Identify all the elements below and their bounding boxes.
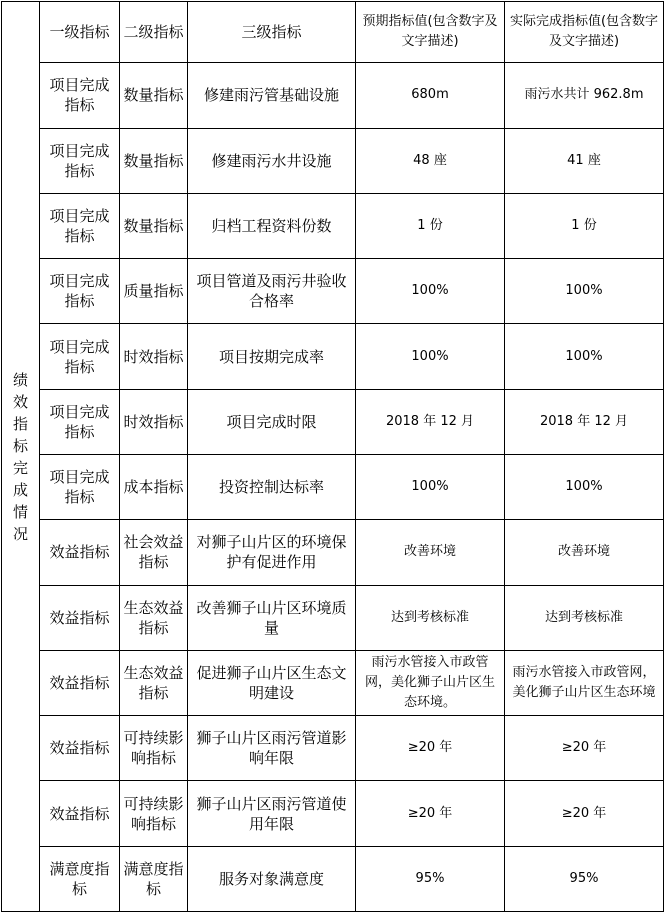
- cell-level1: 效益指标: [40, 585, 120, 650]
- cell-expected: 达到考核标准: [356, 585, 505, 650]
- cell-level2: 数量指标: [120, 128, 188, 193]
- cell-level3: 项目管道及雨污井验收合格率: [188, 259, 356, 324]
- cell-actual: 1 份: [505, 193, 664, 258]
- table-row: [2, 259, 664, 324]
- cell-expected: 雨污水管接入市政管网，美化狮子山片区生态环境。: [356, 650, 505, 715]
- cell-level1: 项目完成指标: [40, 454, 120, 519]
- table-row: [2, 193, 664, 258]
- cell-expected: ≥20 年: [356, 781, 505, 846]
- cell-level1: 项目完成指标: [40, 193, 120, 258]
- table-row: [2, 585, 664, 650]
- cell-level2: 质量指标: [120, 259, 188, 324]
- cell-level1: 满意度指标: [40, 846, 120, 911]
- table-row: [2, 650, 664, 715]
- cell-level3: 狮子山片区雨污管道影响年限: [188, 716, 356, 781]
- performance-table: [1, 1, 664, 912]
- cell-level3: 对狮子山片区的环境保护有促进作用: [188, 520, 356, 585]
- cell-expected: 680m: [356, 63, 505, 128]
- cell-level3: 修建雨污水井设施: [188, 128, 356, 193]
- cell-level1: 效益指标: [40, 716, 120, 781]
- cell-level3: 修建雨污管基础设施: [188, 63, 356, 128]
- table-row: [2, 846, 664, 911]
- cell-actual: 达到考核标准: [505, 585, 664, 650]
- cell-level3: 项目按期完成率: [188, 324, 356, 389]
- cell-actual: ≥20 年: [505, 781, 664, 846]
- cell-expected: ≥20 年: [356, 716, 505, 781]
- side-label: 绩效指标完成情况: [2, 2, 40, 912]
- cell-level3: 项目完成时限: [188, 389, 356, 454]
- cell-actual: 雨污水共计 962.8m: [505, 63, 664, 128]
- cell-level2: 满意度指标: [120, 846, 188, 911]
- cell-level2: 社会效益指标: [120, 520, 188, 585]
- cell-level1: 项目完成指标: [40, 259, 120, 324]
- cell-level3: 促进狮子山片区生态文明建设: [188, 650, 356, 715]
- header-level1: 一级指标: [40, 2, 120, 63]
- cell-expected: 100%: [356, 324, 505, 389]
- cell-level1: 效益指标: [40, 520, 120, 585]
- cell-expected: 100%: [356, 259, 505, 324]
- cell-level2: 可持续影响指标: [120, 781, 188, 846]
- cell-level1: 效益指标: [40, 781, 120, 846]
- cell-expected: 48 座: [356, 128, 505, 193]
- cell-actual: 100%: [505, 259, 664, 324]
- cell-level3: 归档工程资料份数: [188, 193, 356, 258]
- cell-actual: 100%: [505, 324, 664, 389]
- cell-level2: 时效指标: [120, 389, 188, 454]
- header-level2: 二级指标: [120, 2, 188, 63]
- cell-level2: 数量指标: [120, 63, 188, 128]
- table-row: [2, 389, 664, 454]
- header-row: [2, 2, 664, 63]
- cell-level1: 项目完成指标: [40, 63, 120, 128]
- header-actual: 实际完成指标值(包含数字及文字描述): [505, 2, 664, 63]
- header-level3: 三级指标: [188, 2, 356, 63]
- cell-expected: 2018 年 12 月: [356, 389, 505, 454]
- table-body: [2, 2, 664, 912]
- cell-level1: 项目完成指标: [40, 324, 120, 389]
- table-row: [2, 454, 664, 519]
- cell-expected: 1 份: [356, 193, 505, 258]
- cell-actual: 100%: [505, 454, 664, 519]
- cell-level2: 可持续影响指标: [120, 716, 188, 781]
- cell-level3: 投资控制达标率: [188, 454, 356, 519]
- cell-actual: 雨污水管接入市政管网，美化狮子山片区生态环境: [505, 650, 664, 715]
- table-row: [2, 128, 664, 193]
- table-row: [2, 781, 664, 846]
- table-row: [2, 63, 664, 128]
- table-row: [2, 324, 664, 389]
- cell-actual: ≥20 年: [505, 716, 664, 781]
- cell-level2: 时效指标: [120, 324, 188, 389]
- table-row: [2, 520, 664, 585]
- cell-expected: 100%: [356, 454, 505, 519]
- cell-level3: 服务对象满意度: [188, 846, 356, 911]
- cell-expected: 改善环境: [356, 520, 505, 585]
- cell-level2: 生态效益指标: [120, 585, 188, 650]
- cell-actual: 改善环境: [505, 520, 664, 585]
- cell-level2: 生态效益指标: [120, 650, 188, 715]
- cell-level1: 项目完成指标: [40, 128, 120, 193]
- cell-actual: 2018 年 12 月: [505, 389, 664, 454]
- cell-level1: 效益指标: [40, 650, 120, 715]
- cell-level3: 狮子山片区雨污管道使用年限: [188, 781, 356, 846]
- cell-expected: 95%: [356, 846, 505, 911]
- table-row: [2, 716, 664, 781]
- cell-actual: 95%: [505, 846, 664, 911]
- header-expected: 预期指标值(包含数字及文字描述): [356, 2, 505, 63]
- cell-actual: 41 座: [505, 128, 664, 193]
- cell-level2: 数量指标: [120, 193, 188, 258]
- cell-level3: 改善狮子山片区环境质量: [188, 585, 356, 650]
- cell-level1: 项目完成指标: [40, 389, 120, 454]
- cell-level2: 成本指标: [120, 454, 188, 519]
